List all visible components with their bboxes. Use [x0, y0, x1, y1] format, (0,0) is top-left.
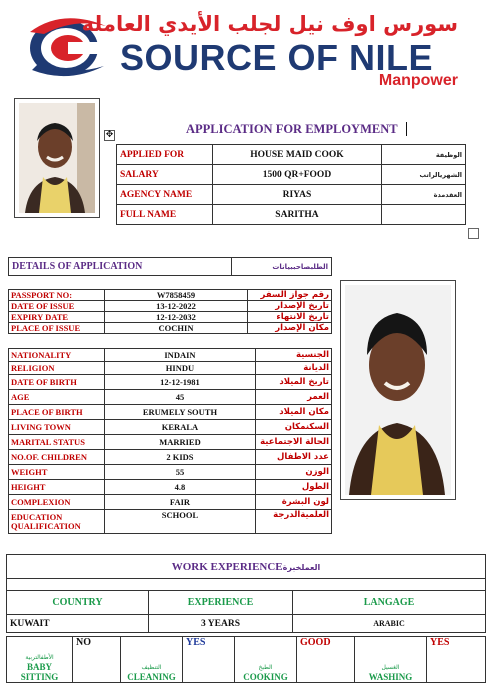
- spacer-row: [7, 579, 486, 591]
- marital-status-arabic: الحالة الاجتماعية: [256, 435, 332, 450]
- education-value: SCHOOL: [104, 510, 255, 534]
- passport-value: W7858459: [104, 290, 247, 301]
- age-arabic: العمر: [256, 390, 332, 405]
- marital-status-label: MARITAL STATUS: [9, 435, 105, 450]
- answer-washing: YES: [427, 637, 486, 683]
- marital-status-value: MARRIED: [104, 435, 255, 450]
- application-row: [117, 165, 466, 185]
- living-town-value: KERALA: [104, 420, 255, 435]
- experience-header: EXPERIENCE: [149, 591, 293, 615]
- table-row: [9, 312, 332, 323]
- age-label: AGE: [9, 390, 105, 405]
- complexion-value: FAIR: [104, 495, 255, 510]
- details-title: DETAILS OF APPLICATION: [9, 258, 232, 276]
- skill-arabic: الغسيل: [381, 664, 400, 671]
- applicant-photo-top: [14, 98, 100, 218]
- personal-table: [8, 348, 332, 534]
- applicant-photo-side: [340, 280, 456, 500]
- height-value: 4.8: [104, 480, 255, 495]
- nationality-arabic: الجنسية: [256, 349, 332, 362]
- place-of-issue-label: PLACE OF ISSUE: [9, 323, 105, 334]
- skill-cleaning: [121, 637, 183, 683]
- answer-baby-sitting: NO: [73, 637, 121, 683]
- skill-arabic: الطبخ: [258, 664, 273, 671]
- complexion-arabic: لون البشرة: [256, 495, 332, 510]
- applied-for-value: HOUSE MAID COOK: [212, 145, 381, 165]
- details-header: [8, 257, 332, 276]
- applied-for-label: APPLIED FOR: [117, 145, 213, 165]
- place-of-birth-arabic: مكان الميلاد: [256, 405, 332, 420]
- application-row: [117, 145, 466, 165]
- country-header: COUNTRY: [7, 591, 149, 615]
- experience-value: 3 YEARS: [149, 615, 293, 633]
- table-row: [9, 510, 332, 534]
- applied-for-arabic: الوظيفة: [382, 145, 466, 165]
- place-of-birth-value: ERUMELY SOUTH: [104, 405, 255, 420]
- date-of-birth-arabic: تاريخ الميلاد: [256, 375, 332, 390]
- country-value: KUWAIT: [7, 615, 149, 633]
- education-label: EDUCATION QUALIFICATION: [9, 510, 105, 534]
- table-row: [9, 480, 332, 495]
- work-experience-table: [6, 554, 486, 633]
- application-row: [117, 205, 466, 225]
- table-row: [9, 405, 332, 420]
- living-town-label: LIVING TOWN: [9, 420, 105, 435]
- portrait-image-icon: [19, 103, 95, 213]
- skill-label: WASHING: [368, 672, 413, 682]
- answer-cleaning: YES: [183, 637, 235, 683]
- religion-label: RELIGION: [9, 362, 105, 375]
- skills-row: [7, 637, 486, 683]
- language-value: ARABIC: [293, 615, 486, 633]
- education-arabic: العلميةالدرجة: [256, 510, 332, 534]
- height-label: HEIGHT: [9, 480, 105, 495]
- application-row: [117, 185, 466, 205]
- table-row: [9, 495, 332, 510]
- salary-arabic: الشهريالراتب: [382, 165, 466, 185]
- full-name-arabic: [382, 205, 466, 225]
- passport-arabic: رقم جواز السفر: [248, 290, 332, 301]
- complexion-label: COMPLEXION: [9, 495, 105, 510]
- table-row: [9, 390, 332, 405]
- issue-date-label: DATE OF ISSUE: [9, 301, 105, 312]
- issue-date-arabic: تاريخ الإصدار: [248, 301, 332, 312]
- place-of-birth-label: PLACE OF BIRTH: [9, 405, 105, 420]
- work-experience-title: WORK EXPERIENCE: [171, 560, 283, 573]
- portrait-image-icon: [345, 285, 451, 495]
- expiry-date-label: EXPIRY DATE: [9, 312, 105, 323]
- table-row: [9, 375, 332, 390]
- age-value: 45: [104, 390, 255, 405]
- expiry-date-arabic: تاريخ الانتهاء: [248, 312, 332, 323]
- answer-cooking: GOOD: [297, 637, 355, 683]
- children-label: NO.OF. CHILDREN: [9, 450, 105, 465]
- nationality-label: NATIONALITY: [9, 349, 105, 362]
- table-row: [9, 349, 332, 362]
- skill-washing: [355, 637, 427, 683]
- height-arabic: الطول: [256, 480, 332, 495]
- skill-baby-sitting: [7, 637, 73, 683]
- move-handle-icon[interactable]: ✥: [105, 130, 114, 140]
- weight-label: WEIGHT: [9, 465, 105, 480]
- expiry-date-value: 12-12-2032: [104, 312, 247, 323]
- religion-value: HINDU: [104, 362, 255, 375]
- logo-subtitle: Manpower: [378, 72, 458, 89]
- work-experience-header: [7, 555, 486, 579]
- issue-date-value: 13-12-2022: [104, 301, 247, 312]
- work-experience-arabic: العملخبرة: [282, 562, 321, 572]
- skill-arabic: الأطفالتربية: [25, 654, 54, 661]
- table-row: [9, 420, 332, 435]
- application-title: APPLICATION FOR EMPLOYMENT: [186, 122, 398, 136]
- living-town-arabic: السكنمكان: [256, 420, 332, 435]
- table-row: [9, 450, 332, 465]
- application-table: [116, 144, 466, 225]
- salary-label: SALARY: [117, 165, 213, 185]
- place-of-issue-arabic: مكان الإصدار: [248, 323, 332, 334]
- table-row: [9, 435, 332, 450]
- table-row: [9, 290, 332, 301]
- date-of-birth-label: DATE OF BIRTH: [9, 375, 105, 390]
- table-row: [9, 362, 332, 375]
- skill-label: CLEANING: [127, 672, 176, 682]
- skill-cooking: [235, 637, 297, 683]
- language-header: LANGAGE: [293, 591, 486, 615]
- full-name-value: SARITHA: [212, 205, 381, 225]
- weight-value: 55: [104, 465, 255, 480]
- full-name-label: FULL NAME: [117, 205, 213, 225]
- skill-label: BABY SITTING: [20, 662, 59, 682]
- table-row: [9, 301, 332, 312]
- place-of-issue-value: COCHIN: [104, 323, 247, 334]
- children-value: 2 KIDS: [104, 450, 255, 465]
- agency-name-arabic: العقدمدة: [382, 185, 466, 205]
- salary-value: 1500 QR+FOOD: [212, 165, 381, 185]
- passport-table: [8, 289, 332, 334]
- skill-arabic: التنظيف: [141, 664, 162, 671]
- text-cursor: [406, 122, 407, 136]
- religion-arabic: الديانة: [256, 362, 332, 375]
- skill-label: COOKING: [243, 672, 288, 682]
- weight-arabic: الوزن: [256, 465, 332, 480]
- checkbox[interactable]: [468, 228, 479, 239]
- table-row: [9, 465, 332, 480]
- logo-arabic-text: سورس اوف نيل لجلب الأيدي العاملة: [81, 12, 458, 36]
- skills-table: [6, 636, 486, 683]
- children-arabic: عدد الاطفال: [256, 450, 332, 465]
- passport-label: PASSPORT NO:: [9, 290, 105, 301]
- details-title-arabic: الطلبصاحببيانات: [232, 258, 332, 276]
- date-of-birth-value: 12-12-1981: [104, 375, 255, 390]
- nationality-value: INDAIN: [104, 349, 255, 362]
- logo-english-text: SOURCE OF NILE: [120, 37, 434, 78]
- table-row: [9, 323, 332, 334]
- agency-name-value: RIYAS: [212, 185, 381, 205]
- agency-name-label: AGENCY NAME: [117, 185, 213, 205]
